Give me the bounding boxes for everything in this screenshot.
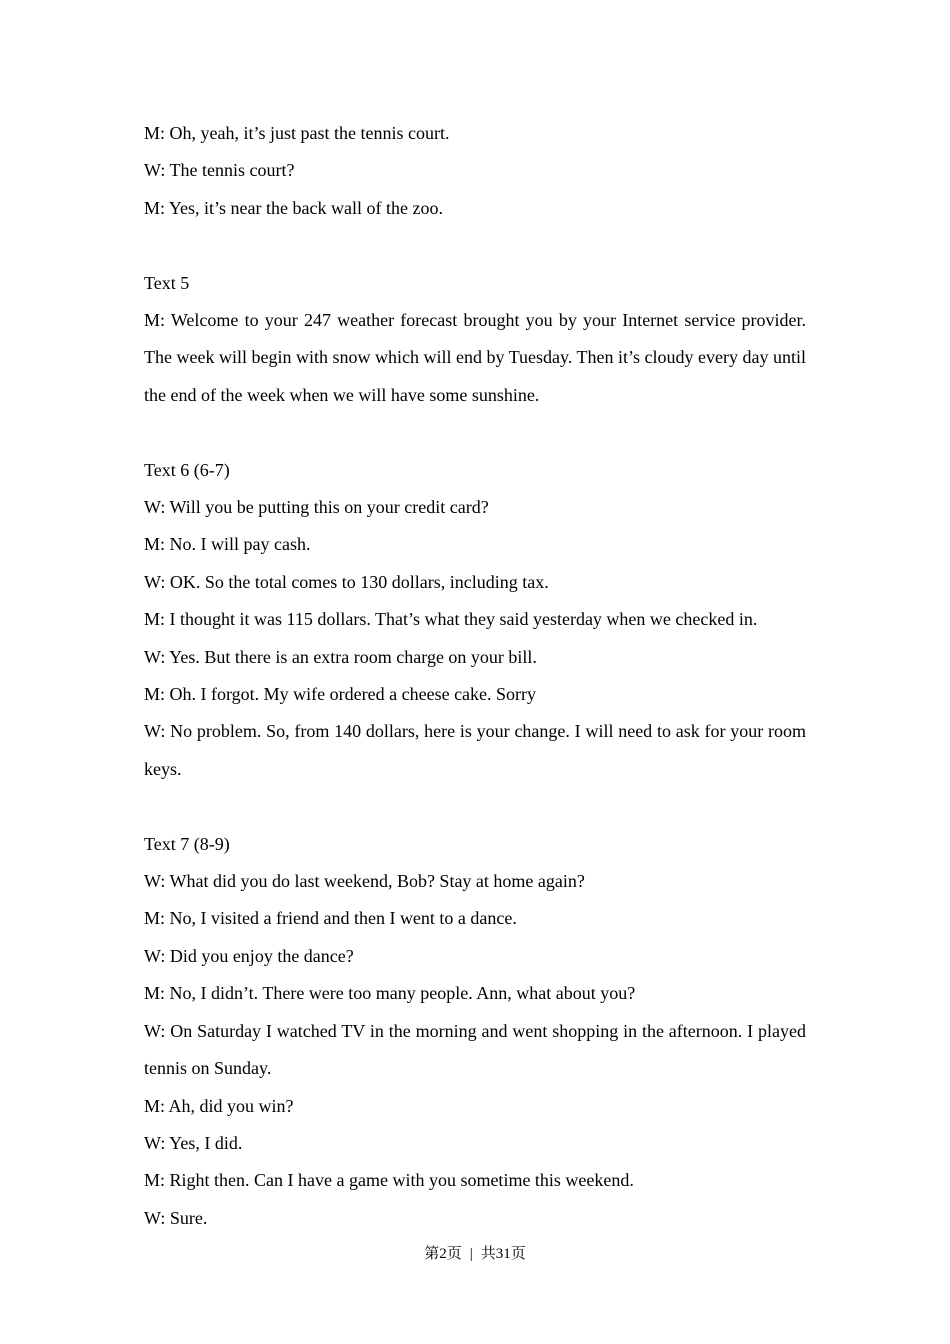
page-number: 第2页 <box>424 1246 462 1262</box>
dialogue-line: M: Ah, did you win? <box>144 1095 294 1116</box>
dialogue-line: M: No, I visited a friend and then I went to a dance. <box>144 908 517 929</box>
document-body <box>144 115 806 1237</box>
dialogue-line: W: Will you be putting this on your credit card? <box>144 497 489 518</box>
dialogue-line: W: What did you do last weekend, Bob? Stay at home again? <box>144 871 585 892</box>
monologue-paragraph: M: Welcome to your 247 weather forecast brought you by your Internet service provider. The week will begin with snow which will end by Tuesday. Then it’s cloudy every day until the end of the week when we will have some sunshine. <box>144 310 806 405</box>
dialogue-line: M: Right then. Can I have a game with you sometime this weekend. <box>144 1170 634 1191</box>
section-heading-text5: Text 5 <box>144 272 190 293</box>
section-gap <box>144 788 806 825</box>
dialogue-line: W: Yes, I did. <box>144 1132 243 1153</box>
dialogue-paragraph: W: No problem. So, from 140 dollars, here is your change. I will need to ask for your room keys. <box>144 721 806 779</box>
section-heading-text6: Text 6 (6-7) <box>144 459 230 480</box>
dialogue-line: W: OK. So the total comes to 130 dollars, including tax. <box>144 571 549 592</box>
footer-separator: | <box>469 1246 473 1262</box>
dialogue-line: M: Oh, yeah, it’s just past the tennis court. <box>144 123 450 143</box>
dialogue-line: W: Yes. But there is an extra room charge on your bill. <box>144 646 537 667</box>
dialogue-line: W: Sure. <box>144 1207 208 1228</box>
dialogue-line: W: Did you enjoy the dance? <box>144 945 354 966</box>
section-gap <box>144 227 806 264</box>
dialogue-line: W: The tennis court? <box>144 160 295 181</box>
dialogue-line: M: I thought it was 115 dollars. That’s what they said yesterday when we checked in. <box>144 609 758 630</box>
page-footer <box>0 1244 950 1264</box>
dialogue-line: M: Yes, it’s near the back wall of the zoo. <box>144 197 443 218</box>
section-gap <box>144 414 806 451</box>
dialogue-line: M: No. I will pay cash. <box>144 534 311 555</box>
dialogue-paragraph: W: On Saturday I watched TV in the morning and went shopping in the afternoon. I played tennis on Sunday. <box>144 1020 806 1079</box>
page-total: 共31页 <box>480 1246 526 1262</box>
dialogue-line: M: No, I didn’t. There were too many people. Ann, what about you? <box>144 983 636 1004</box>
dialogue-line: M: Oh. I forgot. My wife ordered a cheese cake. Sorry <box>144 684 537 705</box>
section-heading-text7: Text 7 (8-9) <box>144 833 230 854</box>
